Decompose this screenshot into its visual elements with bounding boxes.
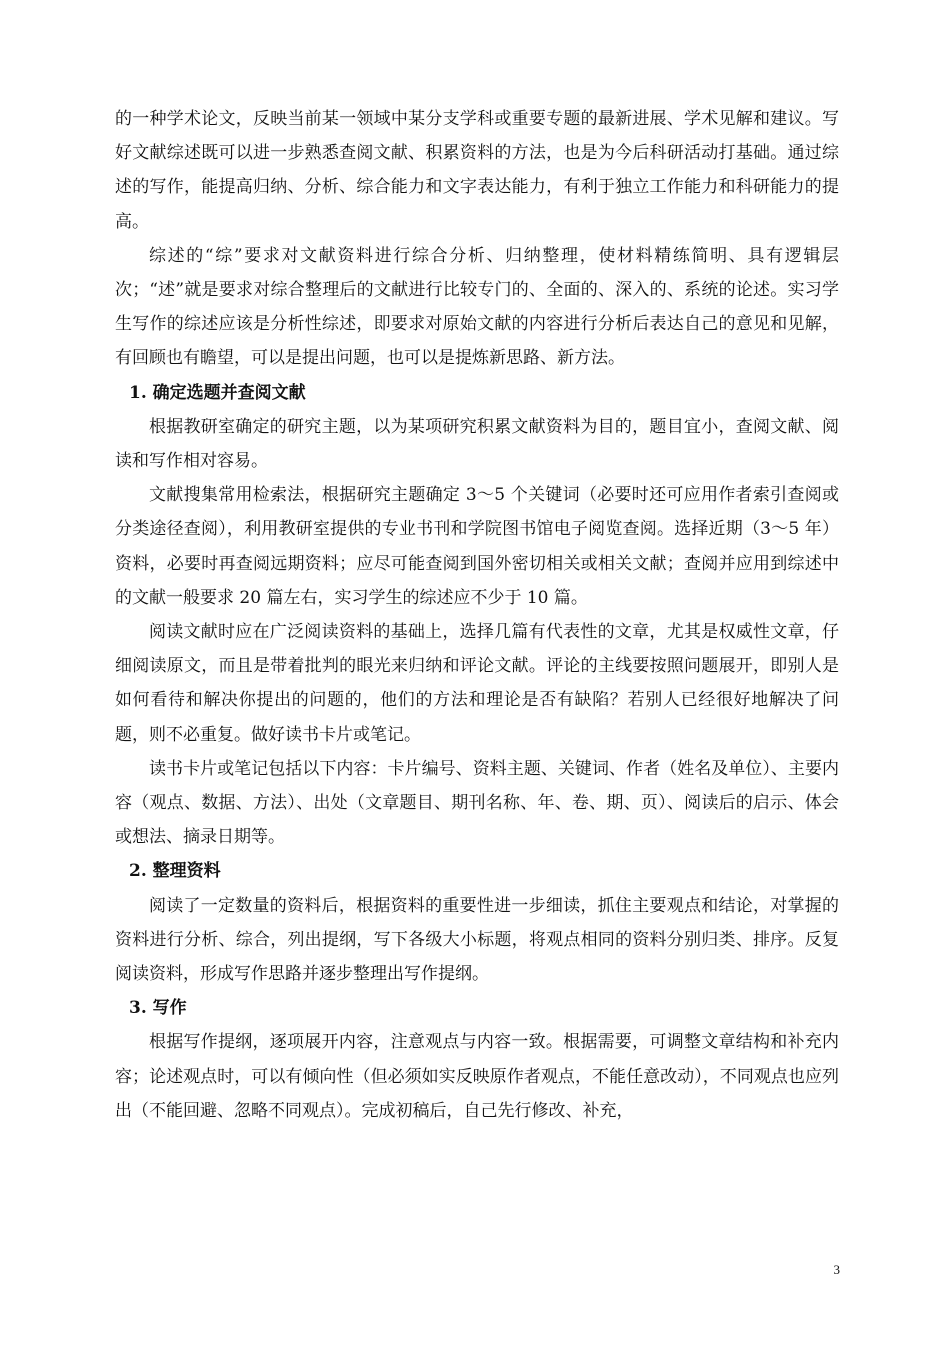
paragraph-topic-selection: 根据教研室确定的研究主题，以为某项研究积累文献资料为目的，题目宜小，查阅文献、阅读和写作相对容易。 (115, 416, 839, 472)
section-heading-3: 3. 写作 (129, 998, 187, 1019)
paragraph-organize-materials: 阅读了一定数量的资料后，根据资料的重要性进一步细读，抓住主要观点和结论，对掌握的资料进行分析、综合，列出提纲，写下各级大小标题，将观点相同的资料分别归类、排序。反复阅读资料，形成写作思路并逐步整理出写作提纲。 (115, 895, 839, 985)
paragraph-literature-search: 文献搜集常用检索法，根据研究主题确定 3～5 个关键词（必要时还可应用作者索引查阅或分类途径查阅），利用教研室提供的专业书刊和学院图书馆电子阅览查阅。选择近期（3～5 年）资料，必要时再查阅远期资料；应尽可能查阅到国外密切相关或相关文献；查阅并应用到综述中的文献一般要求 20 篇左右，实习学生的综述应不少于 10 篇。 (115, 485, 839, 608)
paragraph-reading-cards: 读书卡片或笔记包括以下内容：卡片编号、资料主题、关键词、作者（姓名及单位）、主要内容（观点、数据、方法）、出处（文章题目、期刊名称、年、卷、期、页）、阅读后的启示、体会或想法、摘录日期等。 (115, 758, 839, 848)
section-heading-2: 2. 整理资料 (129, 861, 221, 882)
paragraph-intro-continued: 的一种学术论文，反映当前某一领域中某分支学科或重要专题的最新进展、学术见解和建议。写好文献综述既可以进一步熟悉查阅文献、积累资料的方法，也是为今后科研活动打基础。通过综述的写作，能提高归纳、分析、综合能力和文字表达能力，有利于独立工作能力和科研能力的提高。 (115, 109, 839, 232)
paragraph-reading-literature: 阅读文献时应在广泛阅读资料的基础上，选择几篇有代表性的文章，尤其是权威性文章，仔细阅读原文，而且是带着批判的眼光来归纳和评论文献。评论的主线要按照问题展开，即别人是如何看待和解决你提出的问题的，他们的方法和理论是否有缺陷？若别人已经很好地解决了问题，则不必重复。做好读书卡片或笔记。 (115, 622, 839, 745)
page-number: 3 (833, 1262, 840, 1277)
paragraph-writing: 根据写作提纲，逐项展开内容，注意观点与内容一致。根据需要，可调整文章结构和补充内容；论述观点时，可以有倾向性（但必须如实反映原作者观点，不能任意改动），不同观点也应列出（不能回避、忽略不同观点）。完成初稿后，自己先行修改、补充， (115, 1032, 839, 1121)
section-heading-1: 1. 确定选题并查阅文献 (129, 382, 306, 403)
document-body (115, 102, 839, 1128)
paragraph-zongshu-definition: 综述的“综”要求对文献资料进行综合分析、归纳整理，使材料精练简明、具有逻辑层次；“述”就是要求对综合整理后的文献进行比较专门的、全面的、深入的、系统的论述。实习学生写作的综述应该是分析性综述，即要求对原始文献的内容进行分析后表达自己的意见和见解，有回顾也有瞻望，可以是提出问题，也可以是提炼新思路、新方法。 (115, 245, 839, 369)
